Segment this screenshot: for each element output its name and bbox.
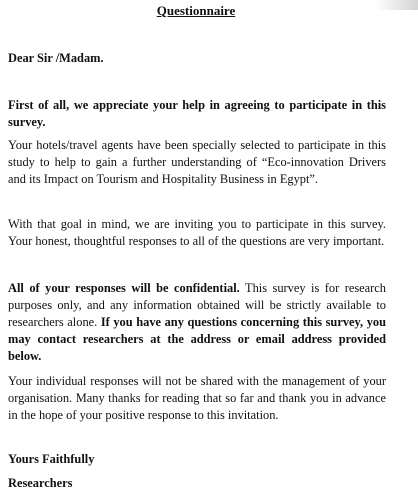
invitation-paragraph: With that goal in mind, we are inviting you to participate in this survey. Your honest, thoughtful responses to all of the questions are very important. — [8, 217, 386, 248]
signature-line: Researchers — [8, 476, 73, 490]
page-title: Questionnaire — [156, 3, 236, 18]
salutation: Dear Sir /Madam. — [8, 51, 104, 65]
closing-line: Yours Faithfully — [8, 452, 95, 466]
confidentiality-paragraph — [8, 280, 386, 365]
privacy-paragraph: Your individual responses will not be shared with the management of your organisation. Many thanks for reading that so far and thank you in advance in the hope of your positive response to this invitation. — [8, 374, 386, 422]
confidentiality-body: This survey is for research purposes only, and any information obtained will be strictly available to researchers alone. — [8, 281, 386, 329]
confidentiality-lead: All of your responses will be confidential. — [8, 281, 240, 295]
selection-paragraph: Your hotels/travel agents have been specially selected to participate in this study to help to gain a further understanding of “Eco-innovation Drivers and its Impact on Tourism and Hospitality Business in Egypt”. — [8, 138, 386, 186]
intro-paragraph: First of all, we appreciate your help in agreeing to participate in this survey. — [8, 98, 386, 129]
contact-notice: If you have any questions concerning this survey, you may contact researchers at the address or email address provided below. — [8, 315, 386, 363]
